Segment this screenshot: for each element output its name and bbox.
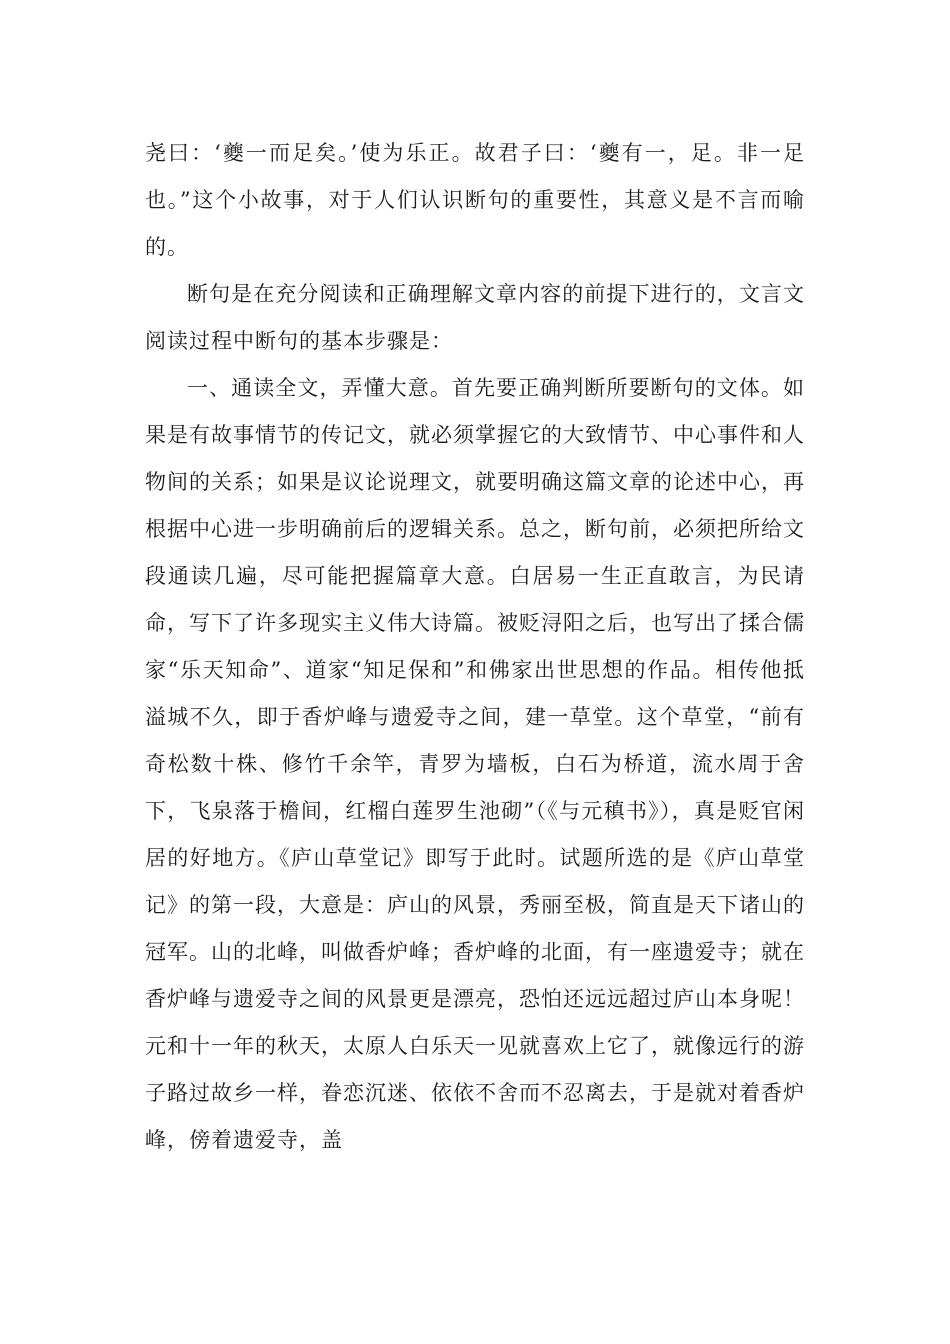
- paragraph-1: 尧曰：‘夔一而足矣。’使为乐正。故君子曰：‘夔有一，足。非一足也。”这个小故事，对于人们认识断句的重要性，其意义是不言而喻的。: [145, 141, 805, 259]
- paragraph-3: 一、通读全文，弄懂大意。首先要正确判断所要断句的文体。如果是有故事情节的传记文，就必须掌握它的大致情节、中心事件和人物间的关系；如果是议论说理文，就要明确这篇文章的论述中心，再根据中心进一步明确前后的逻辑关系。总之，断句前，必须把所给文段通读几遍，尽可能把握篇章大意。白居易一生正直敢言，为民请命，写下了许多现实主义伟大诗篇。被贬浔阳之后，也写出了揉合儒家“乐天知命”、道家“知足保和”和佛家出世思想的作品。相传他抵溢城不久，即于香炉峰与遗爱寺之间，建一草堂。这个草堂，“前有奇松数十株、修竹千余竿，青罗为墙板，白石为桥道，流水周于舍下，飞泉落于檐间，红榴白莲罗生池砌”（《与元稹书》），真是贬官闲居的好地方。《庐山草堂记》即写于此时。试题所选的是《庐山草堂记》的第一段，大意是：庐山的风景，秀丽至极，简直是天下诸山的冠军。山的北峰，叫做香炉峰；香炉峰的北面，有一座遗爱寺；就在香炉峰与遗爱寺之间的风景更是漂亮，恐怕还远远超过庐山本身呢！元和十一年的秋天，太原人白乐天一见就喜欢上它了，就像远行的游子路过故乡一样，眷恋沉迷、依依不舍而不忍离去，于是就对着香炉峰，傍着遗爱寺，盖: [145, 376, 805, 1152]
- document-body: [145, 130, 805, 1164]
- paragraph-2: 断句是在充分阅读和正确理解文章内容的前提下进行的，文言文阅读过程中断句的基本步骤是：: [145, 282, 805, 353]
